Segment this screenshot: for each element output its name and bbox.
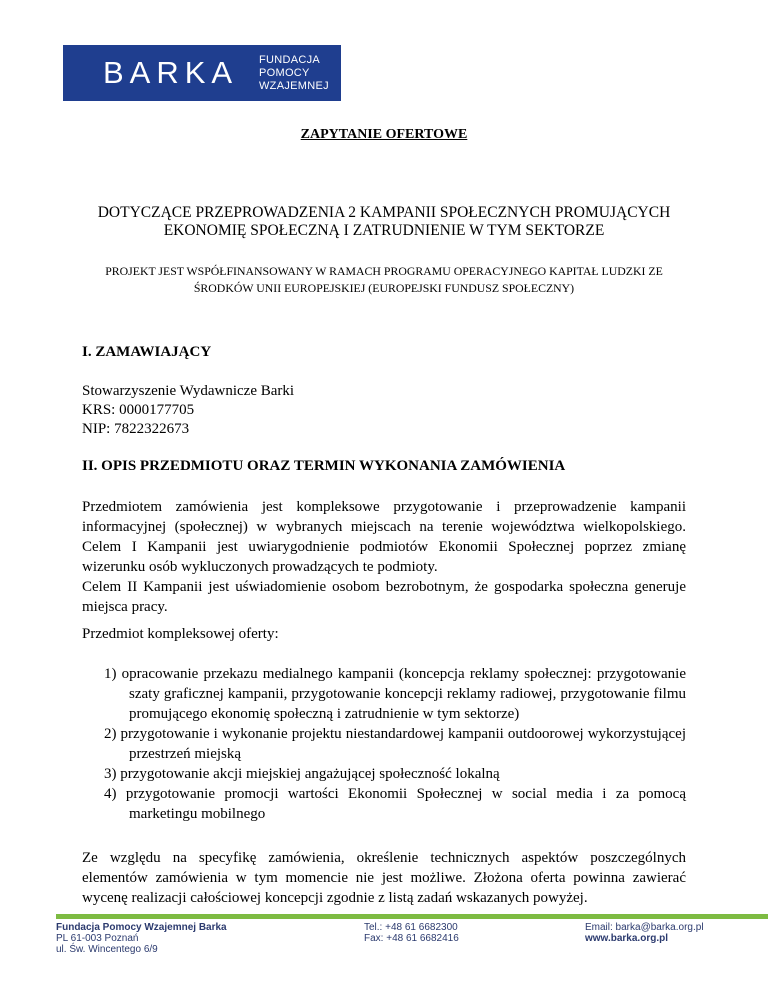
list-item: 2) przygotowanie i wykonanie projektu niestandardowej kampanii outdoorowej wykorzystującej przestrzeń miejską (104, 726, 686, 762)
paragraph: Ze względu na specyfikę zamówienia, określenie technicznych aspektów poszczególnych elementów zamówienia w tym momencie nie jest możliwe. Złożona oferta powinna zawierać wycenę realizacji całościowej koncepcji zgodnie z listą zadań wskazanych powyżej. (82, 850, 686, 906)
list-item: 4) przygotowanie promocji wartości Ekonomii Społecznej w social media i za pomocą marketingu mobilnego (104, 786, 686, 822)
footer-email[interactable]: Email: barka@barka.org.pl (585, 922, 704, 933)
footer-tel: Tel.: +48 61 6682300 (364, 922, 458, 933)
section-heading-description: II. OPIS PRZEDMIOTU ORAZ TERMIN WYKONANIA ZAMÓWIENIA (82, 458, 566, 474)
document-title: ZAPYTANIE OFERTOWE (300, 127, 468, 142)
list-item: 3) przygotowanie akcji miejskiej angażującej społeczność lokalną (104, 766, 500, 782)
paragraph (82, 497, 686, 617)
footer-address-line: ul. Św. Wincentego 6/9 (56, 944, 158, 955)
footer-phone (364, 922, 459, 944)
logo-wordmark: BARKA (103, 55, 239, 90)
footer-address (56, 922, 227, 955)
list-item: 1) opracowanie przekazu medialnego kampanii (koncepcja reklamy społecznej: przygotowanie szaty graficznej kampanii, przygotowanie koncepcji reklamy radiowej, przygotowanie filmu promującego ekonomię społeczną i zatrudnienie w tym sektorze) (104, 666, 686, 722)
orderer-details (82, 382, 294, 439)
footer-fax: Fax: +48 61 6682416 (364, 933, 459, 944)
paragraph-text: Celem II Kampanii jest uświadomienie osobom bezrobotnym, że gospodarka społeczna generuje miejsca pracy. (82, 579, 686, 615)
footer-org: Fundacja Pomocy Wzajemnej Barka (56, 922, 227, 933)
cofinancing-note: PROJEKT JEST WSPÓŁFINANSOWANY W RAMACH PROGRAMU OPERACYJNEGO KAPITAŁ LUDZKI ZE ŚRODKÓW UNII EUROPEJSKIEJ (EUROPEJSKI FUNDUSZ SPOŁECZNY) (105, 264, 663, 295)
document-subtitle: DOTYCZĄCE PRZEPROWADZENIA 2 KAMPANII SPOŁECZNYCH PROMUJĄCYCH EKONOMIĘ SPOŁECZNĄ I ZATRUDNIENIE W TYM SEKTORZE (97, 204, 671, 239)
logo-sub-line: WZAJEMNEJ (259, 80, 329, 92)
orderer-line: Stowarzyszenie Wydawnicze Barki (82, 383, 295, 399)
footer-contact (585, 922, 704, 944)
logo-sub-line: POMOCY (259, 67, 310, 79)
orderer-line: KRS: 0000177705 (82, 402, 195, 418)
paragraph-text: Przedmiotem zamówienia jest kompleksowe przygotowanie i przeprowadzenie kampanii informacyjnej (społecznej) w wybranych miejscach na terenie województwa wielkopolskiego. Celem I Kampanii jest uwiarygodnienie podmiotów Ekonomii Społecznej poprzez zmianę wizerunku osób wykluczonych prowadzących te podmioty. (82, 499, 686, 575)
orderer-line: NIP: 7822322673 (82, 421, 190, 437)
footer-website-link[interactable]: www.barka.org.pl (585, 933, 668, 944)
logo-subtitle (259, 54, 329, 93)
footer-address-line: PL 61-003 Poznań (56, 933, 139, 944)
logo-sub-line: FUNDACJA (259, 54, 321, 66)
footer-divider (56, 914, 768, 919)
section-heading-orderer: I. ZAMAWIAJĄCY (82, 344, 212, 360)
offer-scope-list (104, 664, 686, 824)
paragraph: Przedmiot kompleksowej oferty: (82, 626, 279, 642)
